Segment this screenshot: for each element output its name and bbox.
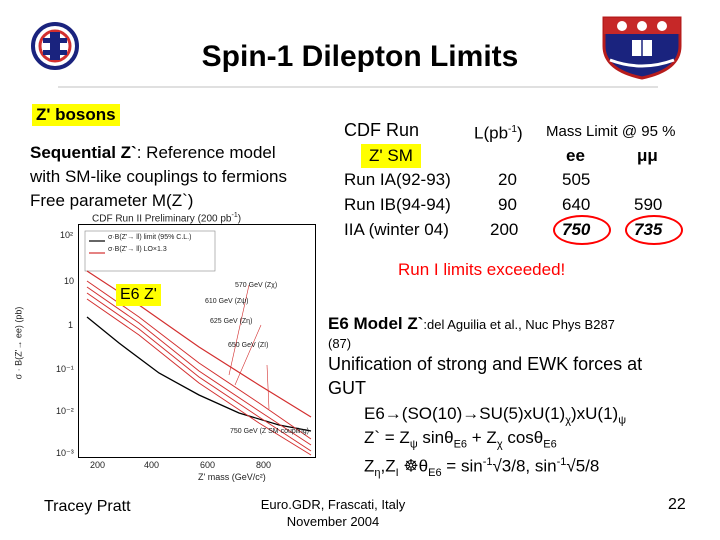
y-tick-label: 1 — [68, 320, 74, 330]
e6-heading: E6 Model Z` — [328, 314, 424, 333]
lumi-exp: -1 — [508, 124, 517, 135]
models-a: Z — [364, 456, 375, 476]
y-tick-label: 10⁻³ — [56, 448, 74, 458]
annotation: 750 GeV (Z SM coupling) — [230, 428, 309, 435]
sequential-line3: Free parameter M(Z`) — [30, 191, 194, 210]
unification-line2: GUT — [328, 378, 366, 398]
mix-sub-chi: χ — [496, 438, 503, 451]
sequential-heading-rest: : Reference model — [136, 143, 276, 162]
y-tick-label: 10 — [64, 276, 75, 286]
chain-sub-chi: χ — [565, 414, 571, 427]
e6-ref2: (87) — [328, 336, 352, 351]
plot-title-close: ) — [237, 213, 242, 225]
chain-sub-psi: ψ — [618, 414, 627, 427]
table-row — [344, 168, 704, 193]
y-tick-label: 10² — [60, 230, 74, 240]
models-b: ,Z — [380, 456, 396, 476]
models-c: ☸θ — [398, 456, 429, 476]
e6-models-formula — [364, 450, 599, 485]
footer-event — [258, 496, 408, 530]
ee-header: ee — [566, 146, 585, 165]
sequential-heading: Sequential Z` — [30, 143, 137, 162]
row-run: Run IB(94-94) — [344, 195, 451, 214]
models-d: = sin — [441, 456, 483, 476]
mumu-header: μμ — [637, 146, 658, 165]
col-header-lumi — [474, 118, 523, 146]
row-run: IIA (winter 04) — [344, 220, 449, 239]
mix-sub-e6: E6 — [543, 438, 557, 451]
y-tick-label: 10⁻² — [56, 406, 74, 416]
lumi-close: ) — [516, 123, 523, 143]
x-tick-label: 800 — [256, 460, 272, 470]
models-exp: -1 — [556, 456, 567, 468]
row-mumu: 590 — [634, 195, 663, 214]
slide-title: Spin-1 Dilepton Limits — [201, 40, 519, 73]
plot-curves — [79, 225, 315, 457]
page-number: 22 — [668, 496, 686, 513]
row-lumi: 90 — [498, 195, 517, 214]
col-header-run: CDF Run — [344, 120, 420, 140]
title-divider — [58, 86, 658, 88]
zsm-label: Z' SM — [361, 144, 421, 168]
plot-title — [92, 212, 241, 224]
e6-ref: :del Aguilia et al., Nuc Phys B287 — [423, 317, 615, 332]
footer-author: Tracey Pratt — [44, 498, 131, 515]
legend-entry: σ·B(Z'→ ll) limit (95% C.L.) — [108, 234, 192, 241]
row-ee-highlight: 750 — [562, 220, 591, 239]
annotation: 570 GeV (Zχ) — [235, 282, 278, 289]
row-lumi: 20 — [498, 170, 517, 189]
y-tick-label: 10⁻¹ — [56, 364, 74, 374]
models-e: √3/8, sin — [492, 456, 557, 476]
zprime-bosons-tag: Z' bosons — [32, 104, 120, 126]
annotation: 650 GeV (ZI) — [228, 342, 269, 349]
chain-a: E6→(SO(10)→SU(5)xU(1) — [364, 404, 566, 423]
models-sub-e6: E6 — [428, 467, 442, 480]
run1-note: Run I limits exceeded! — [398, 260, 566, 279]
lumi-label: L(pb — [474, 123, 509, 143]
e6-zprime-tag: E6 Z' — [116, 284, 161, 306]
x-tick-label: 600 — [200, 460, 216, 470]
models-sub-eta: η — [374, 467, 381, 480]
limit-plot — [13, 210, 320, 488]
row-run: Run IA(92-93) — [344, 170, 451, 189]
x-tick-label: 200 — [90, 460, 106, 470]
mix-sub-psi: ψ — [409, 438, 418, 451]
plot-title-exp: -1 — [231, 212, 238, 219]
mumu-limit-highlight-ellipse — [625, 215, 683, 245]
mix-sub-e6: E6 — [453, 438, 468, 451]
sequential-line2: with SM-like couplings to fermions — [30, 167, 287, 186]
mix-c: + Z — [467, 428, 497, 447]
annotation: 625 GeV (Zη) — [210, 318, 253, 325]
models-exp: -1 — [482, 456, 493, 468]
footer-event-line1: Euro.GDR, Frascati, Italy — [260, 497, 406, 512]
plot-area — [78, 224, 316, 458]
mix-a: Z` = Z — [364, 428, 410, 447]
chain-b: )xU(1) — [570, 404, 619, 423]
plot-title-text: CDF Run II Preliminary (200 pb — [92, 213, 232, 225]
annotation: 610 GeV (Zψ) — [205, 298, 249, 305]
row-ee: 505 — [562, 170, 591, 189]
row-ee: 640 — [562, 195, 591, 214]
footer-event-line2: November 2004 — [286, 514, 380, 529]
x-tick-label: 400 — [144, 460, 160, 470]
row-lumi: 200 — [490, 220, 519, 239]
models-sub-i: I — [395, 467, 399, 480]
y-axis-label: σ · B(Z'→ ee) (pb) — [13, 306, 24, 380]
row-mumu-highlight: 735 — [634, 220, 663, 239]
ee-limit-highlight-ellipse — [553, 215, 611, 245]
models-f: √5/8 — [566, 456, 600, 476]
col-header-limit: Mass Limit @ 95 % — [546, 123, 676, 140]
unification-line1: Unification of strong and EWK forces at — [328, 354, 643, 374]
mix-b: sinθ — [417, 428, 454, 447]
sequential-block — [30, 141, 287, 213]
x-axis-label: Z' mass (GeV/c²) — [198, 472, 266, 482]
legend-entry: σ·B(Z'→ ll) LO×1.3 — [108, 246, 167, 253]
e6-heading-line — [328, 312, 615, 337]
mix-d: cosθ — [502, 428, 544, 447]
